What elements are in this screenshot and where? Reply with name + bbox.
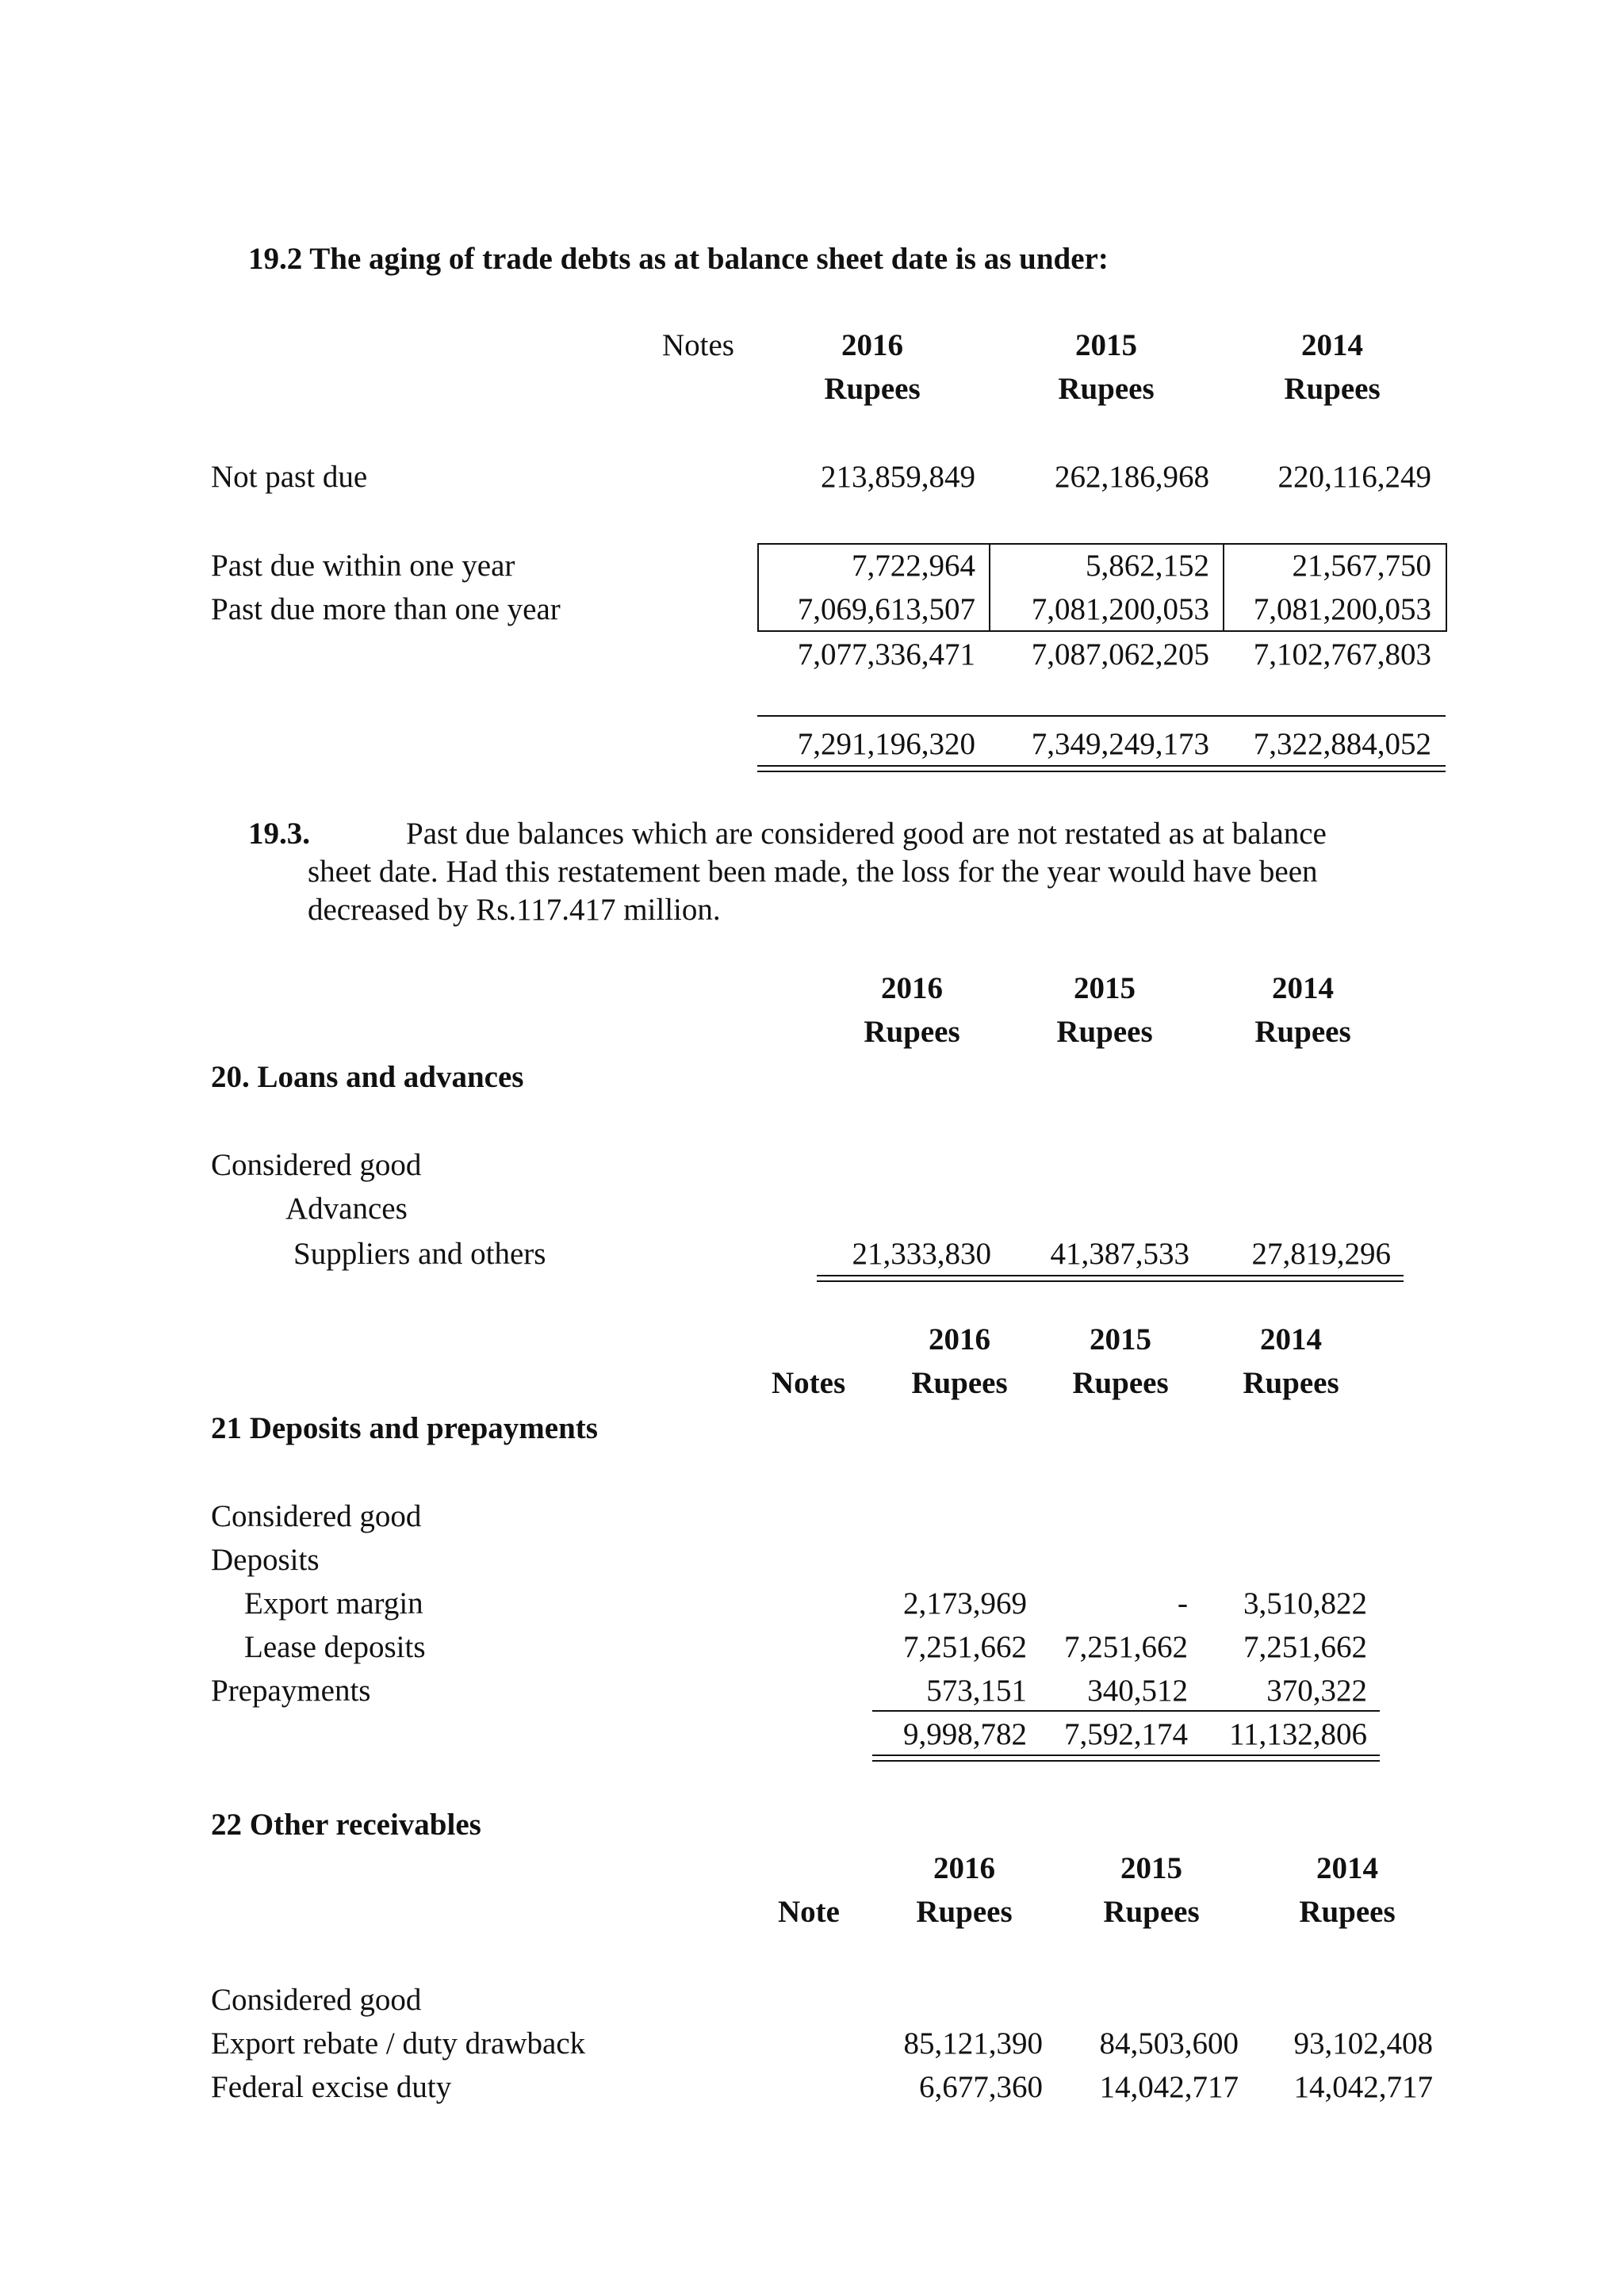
value-more-than-one-year-2015: 7,081,200,053 <box>1031 592 1209 626</box>
subtotal-2016: 7,077,336,471 <box>797 637 975 672</box>
unit-header-2014: Rupees <box>1284 372 1381 406</box>
section-22-heading: 22 Other receivables <box>211 1808 481 1842</box>
section-19-3-number: 19.3. <box>248 817 310 851</box>
s20-value-2015: 41,387,533 <box>1050 1237 1189 1271</box>
s20-year-2015: 2015 <box>1074 971 1136 1005</box>
s20-year-2016: 2016 <box>881 971 943 1005</box>
row-label-past-due-within-one-year: Past due within one year <box>211 549 515 583</box>
s20-double-rule-2 <box>817 1280 1404 1282</box>
s22-federal-excise-2015: 14,042,717 <box>1099 2070 1239 2104</box>
s22-unit-2014: Rupees <box>1299 1895 1396 1929</box>
value-not-past-due-2016: 213,859,849 <box>821 460 975 494</box>
s21-total-2015: 7,592,174 <box>1064 1717 1188 1751</box>
s20-year-2014: 2014 <box>1272 971 1334 1005</box>
s21-considered-good: Considered good <box>211 1499 422 1533</box>
s20-unit-2016: Rupees <box>864 1015 960 1049</box>
total-2016: 7,291,196,320 <box>797 727 975 761</box>
year-header-2014: 2014 <box>1301 328 1363 362</box>
s21-double-rule-1 <box>872 1755 1380 1756</box>
total-double-rule-2 <box>757 771 1446 772</box>
s21-deposits: Deposits <box>211 1543 320 1577</box>
s22-export-rebate-2016: 85,121,390 <box>903 2026 1043 2061</box>
s21-unit-2016: Rupees <box>911 1366 1008 1400</box>
s21-double-rule-2 <box>872 1760 1380 1762</box>
s22-year-2014: 2014 <box>1316 1851 1378 1885</box>
s20-considered-good: Considered good <box>211 1148 422 1182</box>
s22-note-header: Note <box>778 1895 840 1929</box>
s22-unit-2016: Rupees <box>916 1895 1013 1929</box>
s21-row-label-lease-deposits: Lease deposits <box>244 1630 426 1664</box>
s21-unit-2014: Rupees <box>1243 1366 1339 1400</box>
section-19-3-line-1: Past due balances which are considered good are not restated as at balance <box>406 817 1327 851</box>
s22-year-2016: 2016 <box>933 1851 995 1885</box>
s20-advances: Advances <box>285 1192 408 1226</box>
s21-lease-deposits-2015: 7,251,662 <box>1064 1630 1188 1664</box>
s22-year-2015: 2015 <box>1120 1851 1182 1885</box>
year-header-2015: 2015 <box>1075 328 1137 362</box>
s21-lease-deposits-2014: 7,251,662 <box>1243 1630 1367 1664</box>
value-more-than-one-year-2014: 7,081,200,053 <box>1253 592 1431 626</box>
s21-row-label-prepayments: Prepayments <box>211 1674 371 1708</box>
s21-total-2016: 9,998,782 <box>903 1717 1027 1751</box>
s22-export-rebate-2014: 93,102,408 <box>1293 2026 1433 2061</box>
section-19-3-line-3: decreased by Rs.117.417 million. <box>308 893 721 927</box>
s21-year-2015: 2015 <box>1090 1322 1151 1357</box>
s22-export-rebate-2015: 84,503,600 <box>1099 2026 1239 2061</box>
s22-row-label-export-rebate: Export rebate / duty drawback <box>211 2026 586 2061</box>
unit-header-2016: Rupees <box>824 372 921 406</box>
s21-lease-deposits-2016: 7,251,662 <box>903 1630 1027 1664</box>
year-header-2016: 2016 <box>841 328 903 362</box>
total-double-rule-1 <box>757 765 1446 767</box>
s21-export-margin-2014: 3,510,822 <box>1243 1586 1367 1621</box>
s20-unit-2014: Rupees <box>1254 1015 1351 1049</box>
section-19-2-heading: 19.2 The aging of trade debts as at balance sheet date is as under: <box>248 242 1109 276</box>
subtotal-2015: 7,087,062,205 <box>1031 637 1209 672</box>
row-label-past-due-more-than-one-year: Past due more than one year <box>211 592 561 626</box>
value-not-past-due-2015: 262,186,968 <box>1055 460 1209 494</box>
value-not-past-due-2014: 220,116,249 <box>1277 460 1431 494</box>
s21-export-margin-2016: 2,173,969 <box>903 1586 1027 1621</box>
total-top-rule <box>757 715 1446 717</box>
s20-value-2014: 27,819,296 <box>1251 1237 1391 1271</box>
section-21-heading: 21 Deposits and prepayments <box>211 1411 598 1445</box>
notes-column-header: Notes <box>662 328 734 362</box>
subtotal-2014: 7,102,767,803 <box>1253 637 1431 672</box>
s21-prepayments-2015: 340,512 <box>1087 1674 1188 1708</box>
s22-row-label-federal-excise-duty: Federal excise duty <box>211 2070 452 2104</box>
value-within-one-year-2015: 5,862,152 <box>1086 549 1209 583</box>
s21-prepayments-2016: 573,151 <box>926 1674 1027 1708</box>
s21-notes-header: Notes <box>772 1366 846 1400</box>
s21-total-top-rule <box>872 1710 1380 1712</box>
total-2015: 7,349,249,173 <box>1031 727 1209 761</box>
s22-unit-2015: Rupees <box>1103 1895 1200 1929</box>
value-within-one-year-2016: 7,722,964 <box>852 549 975 583</box>
section-20-heading: 20. Loans and advances <box>211 1060 524 1094</box>
s22-federal-excise-2016: 6,677,360 <box>919 2070 1043 2104</box>
value-within-one-year-2014: 21,567,750 <box>1292 549 1431 583</box>
section-19-3-line-2: sheet date. Had this restatement been made, the loss for the year would have been <box>308 855 1318 889</box>
s21-year-2016: 2016 <box>929 1322 990 1357</box>
s21-unit-2015: Rupees <box>1072 1366 1169 1400</box>
unit-header-2015: Rupees <box>1058 372 1155 406</box>
s21-prepayments-2014: 370,322 <box>1266 1674 1367 1708</box>
total-2014: 7,322,884,052 <box>1253 727 1431 761</box>
s21-row-label-export-margin: Export margin <box>244 1586 423 1621</box>
value-more-than-one-year-2016: 7,069,613,507 <box>797 592 975 626</box>
row-label-not-past-due: Not past due <box>211 460 368 494</box>
s20-double-rule-1 <box>817 1275 1404 1276</box>
s21-total-2014: 11,132,806 <box>1228 1717 1367 1751</box>
s22-federal-excise-2014: 14,042,717 <box>1293 2070 1433 2104</box>
s22-considered-good: Considered good <box>211 1983 422 2017</box>
s20-row-label-suppliers: Suppliers and others <box>293 1237 546 1271</box>
s20-value-2016: 21,333,830 <box>852 1237 991 1271</box>
s21-export-margin-2015: - <box>1178 1586 1188 1621</box>
s21-year-2014: 2014 <box>1260 1322 1322 1357</box>
s20-unit-2015: Rupees <box>1056 1015 1153 1049</box>
